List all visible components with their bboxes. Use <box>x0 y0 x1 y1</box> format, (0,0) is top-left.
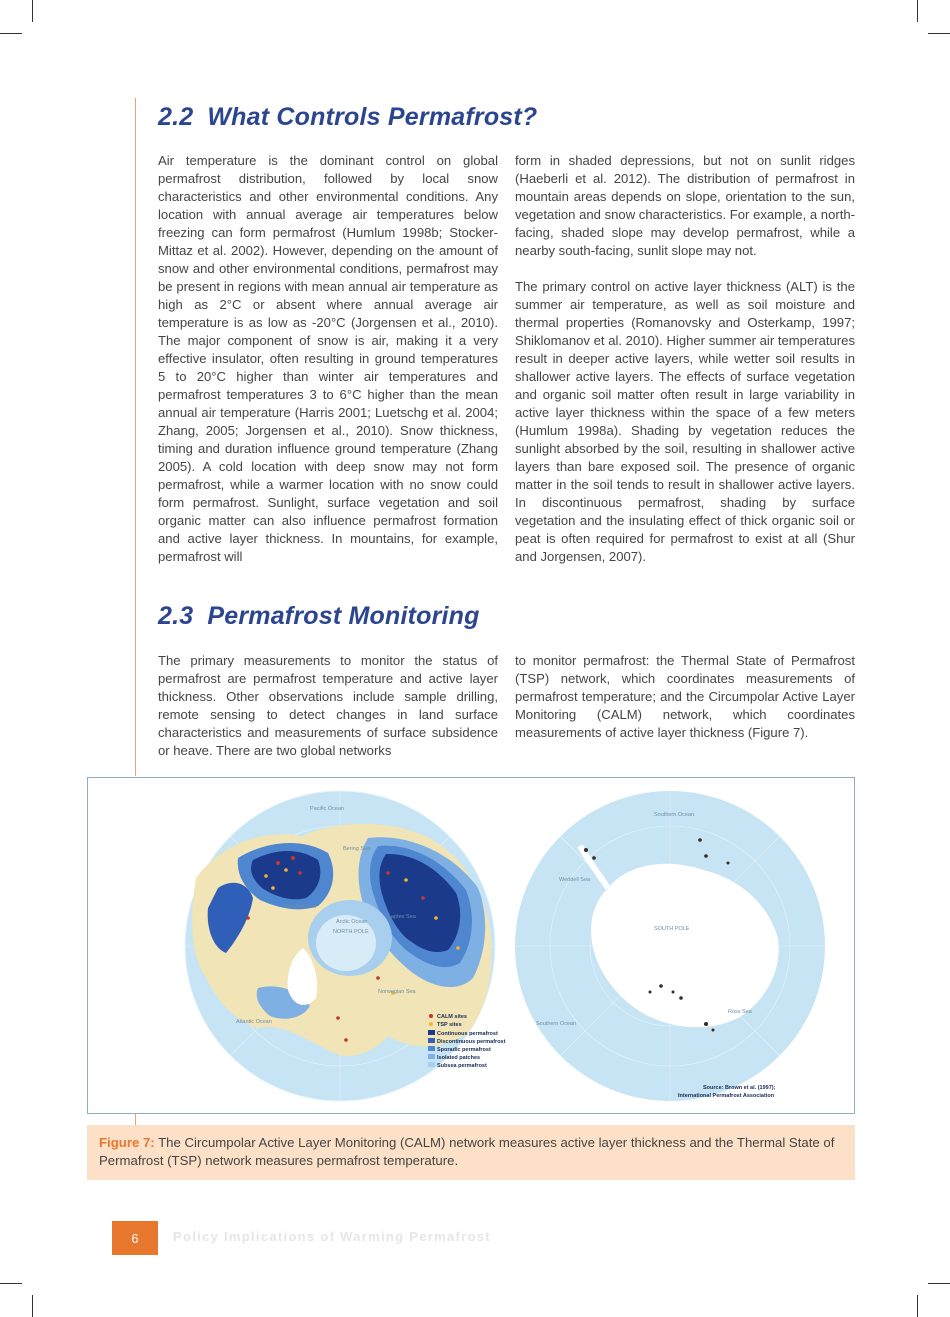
source-line-2: International Permafrost Association <box>678 1093 775 1099</box>
label-ross: Ross Sea <box>728 1009 752 1015</box>
crop-mark <box>917 1295 918 1317</box>
legend-swatch <box>429 1014 433 1018</box>
section-title: Permafrost Monitoring <box>207 602 480 630</box>
crop-mark <box>917 0 918 22</box>
body-column-right <box>515 152 855 566</box>
crop-mark <box>0 1283 22 1284</box>
crop-mark <box>0 33 22 34</box>
paragraph: to monitor permafrost: the Thermal State of Permafrost (TSP) network, which coordinates measurements of permafrost temperature; and the Circumpolar Active Layer Monitoring (CALM) network, which coordinates measurements of active layer thickness (Figure 7). <box>515 653 855 740</box>
figure-caption <box>87 1125 855 1180</box>
label-norwegian: Norwegian Sea <box>378 989 416 995</box>
legend-swatch <box>428 1046 435 1051</box>
paragraph: The primary measurements to monitor the status of permafrost are permafrost temperature and active layer thickness. Other observations include sample drilling, remote sensing to detect changes in land surface characteristics and measurements of surface subsidence or heave. There are two global networks <box>158 653 498 758</box>
legend-swatch <box>429 1022 433 1026</box>
caption-label: Figure 7: <box>99 1135 155 1150</box>
paragraph: Air temperature is the dominant control on global permafrost distribution, followed by local snow characteristics and other environmental conditions. Any location with annual average air temperatures below freezing can form permafrost (Humlum 1998b; Stocker-Mittaz et al. 2002). However, depending on the amount of snow and other environmental conditions, permafrost may be present in regions with mean annual air temperature as high as 2°C or absent where annual average air temperature is as low as -20°C (Jorgensen et al., 2010). The major component of snow is air, making it a very effective insulator, often resulting in ground temperatures 5 to 20°C higher than winter air temperatures and permafrost temperatures 3 to 6°C higher than the mean annual air temperature (Harris 2001; Luetschg et al. 2004; Zhang, 2005; Jorgensen et al., 2010). Snow thickness, timing and duration influence ground temperature (Zhang 2005). A cold location with deep snow may not form permafrost, while a warmer location with no snow could form permafrost. Sunlight, surface vegetation and soil organic matter can also influence permafrost formation and active layer thickness. In mountains, for example, permafrost will <box>158 153 498 564</box>
margin-rule <box>135 98 136 776</box>
paragraph: The primary control on active layer thickness (ALT) is the summer air temperature, as well as soil moisture and thermal properties (Romanovsky and Osterkamp, 1997; Shiklomanov et al. 2010). Higher summer air temperatures result in deeper active layers, while wetter soil results in shallower active layers. The effects of surface vegetation and organic soil matter often result in large variability in active layer thickness within the space of a few meters (Humlum 1998a). Shading by vegetation reduces the sunlight absorbed by the soil, resulting in shallower active layers than bare exposed soil. The presence of organic matter in the soil tends to result in shallower active layers. In discontinuous permafrost, shading by surface vegetation and the insulating effect of thick organic soil or peat is often required for permafrost to exist at all (Shur and Jorgensen, 2007). <box>515 279 855 564</box>
running-footer: Policy Implications of Warming Permafrost <box>173 1229 491 1244</box>
label-arctic: Arctic Ocean <box>336 919 368 925</box>
label-beaufort: Beaufort Sea <box>284 904 317 910</box>
legend-tsp: TSP sites <box>437 1022 462 1028</box>
legend-discontinuous: Discontinuous permafrost <box>437 1039 506 1045</box>
legend-sporadic: Sporadic permafrost <box>437 1047 491 1053</box>
legend-swatch <box>428 1054 435 1059</box>
legend-swatch <box>428 1030 435 1035</box>
label-weddell: Weddell Sea <box>559 877 591 883</box>
crop-mark <box>32 0 33 22</box>
label-southern-bottom: Southern Ocean <box>536 1021 577 1027</box>
section-number: 2.3 <box>158 602 194 630</box>
section-title: What Controls Permafrost? <box>207 103 538 131</box>
label-bering: Bering Sea <box>343 846 371 852</box>
paragraph: form in shaded depressions, but not on sunlit ridges (Haeberli et al. 2012). The distribution of permafrost in mountain areas depends on slope, orientation to the sun, vegetation and snow characteristics. For example, a north-facing, shaded slope may develop permafrost, while a nearby south-facing, sunlit slope may not. <box>515 153 855 258</box>
section-number: 2.2 <box>158 103 194 131</box>
label-south-pole: SOUTH POLE <box>654 926 690 932</box>
label-pacific: Pacific Ocean <box>310 806 344 812</box>
legend-continuous: Continuous permafrost <box>437 1031 498 1037</box>
body-column-left <box>158 152 498 566</box>
crop-mark <box>928 1283 950 1284</box>
legend-swatch <box>428 1062 435 1067</box>
legend-isolated: Isolated patches <box>437 1055 481 1061</box>
figure-7-map <box>87 777 855 1114</box>
body-column-left <box>158 652 498 760</box>
page-number: 6 <box>112 1221 158 1255</box>
section-heading-2-2 <box>158 103 537 132</box>
label-atlantic: Atlantic Ocean <box>236 1019 272 1025</box>
section-heading-2-3 <box>158 602 480 631</box>
source-line-1: Source: Brown et al. (1997); <box>703 1085 776 1091</box>
caption-text: The Circumpolar Active Layer Monitoring (CALM) network measures active layer thickness and the Thermal State of Permafrost (TSP) network measures permafrost temperature. <box>99 1135 835 1168</box>
label-laptev: Laptev Sea <box>388 914 416 920</box>
body-column-right <box>515 652 855 742</box>
legend-swatch <box>428 1038 435 1043</box>
south-polar-map <box>515 791 825 1101</box>
polar-maps <box>88 778 854 1113</box>
crop-mark <box>928 33 950 34</box>
label-southern-top: Southern Ocean <box>654 812 695 818</box>
legend-subsea: Subsea permafrost <box>437 1063 487 1069</box>
legend-calm: CALM sites <box>437 1014 467 1020</box>
label-north-pole: NORTH POLE <box>333 929 369 935</box>
crop-mark <box>32 1295 33 1317</box>
